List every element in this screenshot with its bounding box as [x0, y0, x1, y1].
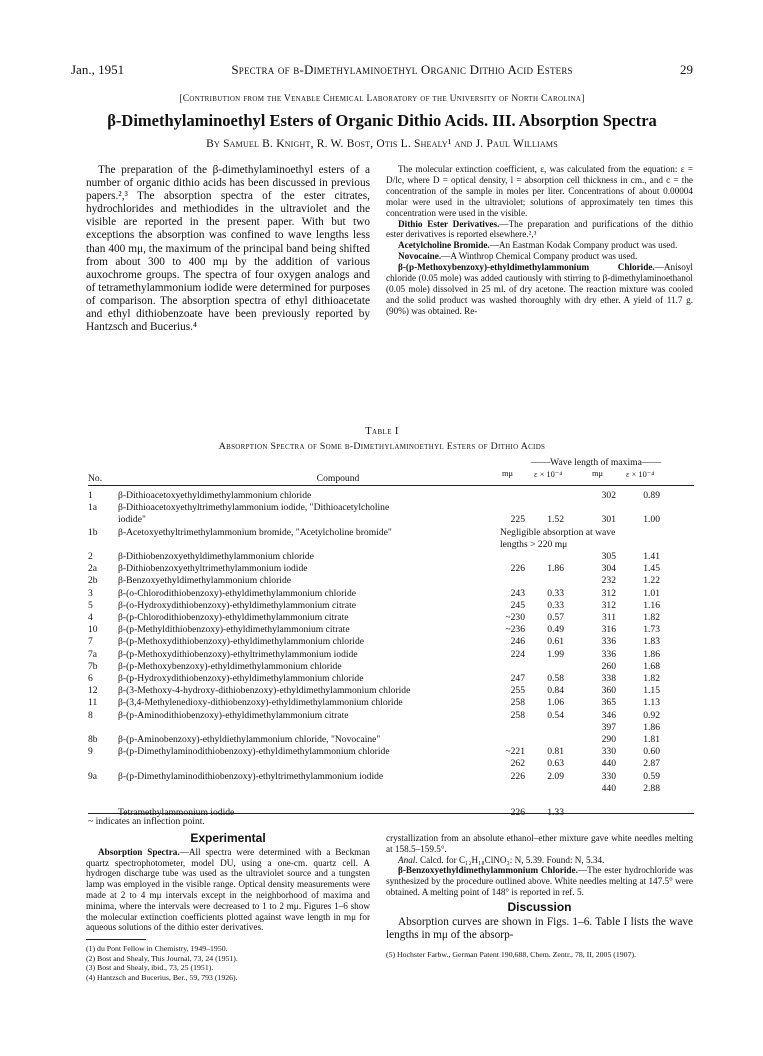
table-title: Absorption Spectra of Some β-Dimethylaminoethyl Esters of Dithio Acids — [218, 441, 546, 452]
wavelength-2: 304 — [601, 563, 616, 575]
footnote-3: (3) Bost and Shealy, ibid., 73, 25 (1951). — [86, 963, 214, 973]
extinction-2: 1.83 — [643, 636, 660, 648]
wavelength-2: 316 — [601, 624, 616, 636]
paragraph-body: —The ester hydrochloride was synthesized by the procedure outlined above. White needles melting at 147.5° were obtained. A melting point of 148° is reported in ref. 5. — [386, 865, 693, 897]
table-row — [88, 649, 694, 661]
extinction-2: 1.16 — [643, 599, 660, 611]
wavelength-1: 226 — [510, 807, 525, 819]
wavelength-2: 397 — [601, 721, 616, 733]
wavelength-2: 330 — [601, 746, 616, 758]
paper-title: β-Dimethylaminoethyl Esters of Organic Dithio Acids. III. Absorption Spectra — [107, 111, 657, 130]
table-row — [88, 734, 694, 746]
intro-column — [86, 164, 370, 334]
compound-name: β-(3,4-Methylenedioxy-dithiobenzoxy)-ethyldimethylammonium chloride — [118, 697, 403, 709]
paragraph-body: —All spectra were determined with a Beckman quartz spectrophotometer, model DU, using a one-cm. quartz cell. A hydrogen discharge tube was used as the ultraviolet source and a tungsten lamp was employed in the visible range. Optical density measurements were made at 2 to 4 mμ intervals except in the neighborhood of maxima and minima, where the intervals were decreased to 1 to 2 mμ. Figures 1–6 show the molecular extinction coefficients plotted against wave length in mμ for aqueous solutions of the dithio ester derivatives. — [86, 846, 370, 933]
dithio-ester-paragraph — [386, 219, 693, 241]
table-footnote: ~ indicates an inflection point. — [88, 816, 205, 827]
table-row — [88, 527, 694, 539]
wavelength-1: ~221 — [505, 746, 525, 758]
extinction-2: 1.82 — [643, 673, 660, 684]
analysis-heading: Anal. — [398, 854, 418, 865]
extinction-paragraph: The molecular extinction coefficient, ε, was calculated from the equation: ε = D/lc, where D = optical density, l = absorption cell thickness in cm., and c = the concentration of the sample in moles per liter. Concentrations of about 0.00004 molar were used in the ultraviolet; solutions of approximately ten times this concentration were used in the visible. — [386, 164, 693, 218]
extinction-2: 0.89 — [643, 490, 660, 501]
experimental-column — [86, 833, 370, 983]
table-row — [88, 588, 694, 600]
extinction-2: 0.60 — [643, 746, 660, 758]
intro-paragraph: The preparation of the β-dimethylaminoethyl esters of a number of organic dithio acids has been discussed in previous papers.²,³ The absorption spectra of the ester citrates, hydrochlorides and methiodides in the ultraviolet and the visible are reported in the present paper. With but two exceptions the absorption was confined to wave lengths less than 400 mμ, the maximum of the principal band being shifted from about 300 to 400 mμ by the addition of various auxochrome groups. The spectra of four oxygen analogs and of tetramethylammonium iodide were determined for purposes of comparison. The absorption spectra of ethyl dithioacetate and ethyl dithiobenzoate have been previously reported by Hantzsch and Bucerius.⁴ — [86, 164, 370, 334]
compound-name: β-Dithioacetoxyethyltrimethylammonium iodide, "Dithioacetylcholine — [118, 502, 390, 514]
wavelength-2: 302 — [601, 490, 616, 501]
extinction-1: 0.63 — [547, 758, 564, 770]
wavelength-1: 262 — [510, 758, 525, 770]
header-sub-mu-1: mμ — [502, 469, 514, 478]
footnote-5: (5) Hochster Farbw., German Patent 190,688, Chem. Zentr., 78, II, 2005 (1907). — [386, 949, 637, 959]
paragraph-heading: Acetylcholine Bromide. — [398, 240, 490, 251]
extinction-1: 1.33 — [547, 807, 564, 819]
extinction-1: 0.61 — [547, 636, 564, 648]
compound-name: β-(p-Methoxybenzoxy)-ethyldimethylammonium chloride — [118, 660, 342, 672]
compound-name: β-(p-Methoxydithiobenzoxy)-ethyltrimethylammonium iodide — [118, 648, 358, 660]
wavelength-2: 336 — [601, 636, 616, 648]
compound-name: β-(p-Aminodithiobenzoxy)-ethyldimethylammonium citrate — [118, 709, 349, 721]
wavelength-1: 246 — [510, 636, 525, 648]
extinction-2: 1.68 — [643, 660, 660, 672]
paragraph-heading: β-Benzoxyethyldimethylammonium Chloride. — [398, 865, 578, 876]
extinction-2: 1.86 — [643, 648, 660, 660]
table-row — [88, 710, 694, 722]
table-row — [88, 490, 694, 502]
paragraph-body: —The preparation and purifications of the dithio ester derivatives is reported elsewhere.²,³ — [386, 218, 693, 240]
header-compound: Compound — [316, 473, 360, 484]
compound-number: 1a — [88, 502, 98, 514]
compound-name: β-Dithiobenzoxyethyltrimethylammonium iodide — [118, 563, 308, 575]
compound-number: 2b — [88, 575, 98, 587]
table-row — [88, 502, 694, 514]
wavelength-1: 225 — [510, 514, 525, 526]
extinction-2: 1.22 — [643, 575, 660, 587]
footnote-4: (4) Hantzsch and Bucerius, Ber., 59, 793 (1926). — [86, 972, 238, 982]
wavelength-1: 224 — [510, 648, 525, 660]
header-sub-eps-1: ε × 10⁻⁴ — [534, 470, 563, 479]
compound-name: β-(p-Dimethylaminodithiobenzoxy)-ethyldimethylammonium chloride — [118, 746, 390, 758]
table-row — [88, 685, 694, 697]
paragraph-body: —Anisoyl chloride (0.05 mole) was added cautiously with stirring to β-dimethylaminoethanol (0.05 mole) dissolved in 25 ml. of dry acetone. The reaction mixture was cooled and the solid product was washed thoroughly with dry ether. A yield of 11.7 g. (90%) was obtained. Re- — [386, 262, 693, 316]
wavelength-2: 232 — [601, 575, 616, 587]
wavelength-1: ~230 — [505, 612, 525, 623]
absorption-note: Negligible absorption at wave — [500, 526, 616, 538]
extinction-1: 0.33 — [547, 599, 564, 611]
extinction-2: 1.82 — [643, 612, 660, 623]
table-row — [88, 539, 694, 551]
footnote-1: (1) du Pont Fellow in Chemistry, 1949–1950. — [86, 944, 228, 954]
compound-number: 7b — [88, 660, 98, 672]
compound-number: 10 — [88, 624, 98, 636]
table-row — [88, 783, 694, 795]
extinction-2: 1.13 — [643, 697, 660, 709]
compound-name: Tetramethylammonium iodide — [118, 807, 235, 819]
extinction-2: 1.00 — [643, 514, 660, 526]
extinction-1: 1.06 — [547, 697, 564, 709]
table-row — [88, 795, 694, 807]
table-row — [88, 673, 694, 685]
running-head — [71, 62, 693, 78]
compound-number: 1 — [88, 490, 93, 501]
paragraph-heading: Dithio Ester Derivatives. — [398, 218, 500, 229]
compound-number: 3 — [88, 587, 93, 599]
extinction-1: 0.84 — [547, 685, 564, 697]
extinction-1: 0.54 — [547, 709, 564, 721]
compound-number: 7a — [88, 648, 98, 660]
wavelength-1: 245 — [510, 599, 525, 611]
table-row — [88, 575, 694, 587]
table-row — [88, 551, 694, 563]
compound-name: β-(p-Dimethylaminodithiobenzoxy)-ethyltrimethylammonium iodide — [118, 770, 384, 782]
compound-number: 8 — [88, 709, 93, 721]
footnote-rule — [86, 939, 146, 940]
crystallization-paragraph: crystallization from an absolute ethanol–ether mixture gave white needles melting at 158.5–159.5°. — [386, 833, 693, 854]
compound-number: 12 — [88, 685, 98, 697]
absorption-spectra-paragraph — [86, 847, 370, 933]
compound-name: β-(p-Aminobenzoxy)-ethyldiethylammonium chloride, "Novocaine" — [118, 734, 381, 745]
wavelength-1: ~236 — [505, 624, 525, 636]
compound-number: 4 — [88, 612, 93, 623]
discussion-heading: Discussion — [507, 899, 572, 914]
compound-number: 9a — [88, 770, 98, 782]
header-sub-mu-2: mμ — [592, 469, 604, 478]
extinction-1: 1.99 — [547, 648, 564, 660]
page-number: 29 — [680, 62, 693, 77]
experimental-heading: Experimental — [190, 831, 266, 845]
extinction-1: 2.09 — [547, 770, 564, 782]
extinction-1: 0.81 — [547, 746, 564, 758]
compound-name: β-(o-Chlorodithiobenzoxy)-ethyldimethylammonium chloride — [118, 587, 357, 599]
compound-name: iodide" — [118, 514, 146, 526]
methods-column — [386, 164, 693, 317]
compound-name: β-(p-Chlorodithiobenzoxy)-ethyldimethylammonium citrate — [118, 612, 349, 623]
issue-date: Jan., 1951 — [71, 62, 125, 77]
wavelength-1: 258 — [510, 709, 525, 721]
wavelength-2: 301 — [601, 514, 616, 526]
compound-name: β-(p-Methoxydithiobenzoxy)-ethyldimethylammonium chloride — [118, 636, 365, 648]
extinction-2: 0.92 — [643, 709, 660, 721]
table-header — [88, 455, 694, 486]
table-row — [88, 514, 694, 526]
extinction-2: 1.81 — [643, 734, 660, 745]
table-row — [88, 722, 694, 734]
extinction-2: 1.01 — [643, 587, 660, 599]
table-row — [88, 758, 694, 770]
compound-name: β-(3-Methoxy-4-hydroxy-dithiobenzoxy)-ethyldimethylammonium chloride — [118, 685, 411, 697]
table-row — [88, 746, 694, 758]
author-line: By Samuel B. Knight, R. W. Bost, Otis L. Shealy¹ and J. Paul Williams — [206, 138, 558, 150]
header-wave-length: ——Wave length of maxima—— — [530, 457, 662, 468]
compound-name: β-(p-Methyldithiobenzoxy)-ethyldimethylammonium citrate — [118, 624, 350, 636]
wavelength-2: 440 — [601, 758, 616, 770]
paragraph-heading: β-(p-Methoxybenzoxy)-ethyldimethylammonium Chloride. — [398, 262, 655, 273]
table-row — [88, 636, 694, 648]
wavelength-2: 440 — [601, 782, 616, 794]
table-row — [88, 563, 694, 575]
compound-number: 11 — [88, 697, 98, 709]
wavelength-2: 336 — [601, 648, 616, 660]
paragraph-heading: Novocaine. — [398, 251, 442, 262]
absorption-note: lengths > 220 mμ — [500, 538, 568, 550]
discussion-paragraph: Absorption curves are shown in Figs. 1–6. Table I lists the wave lengths in mμ of the absorp- — [386, 915, 693, 941]
acetylcholine-paragraph — [386, 240, 693, 251]
extinction-1: 1.86 — [547, 563, 564, 575]
wavelength-2: 311 — [601, 612, 616, 623]
continuation-column — [386, 833, 693, 959]
wavelength-2: 312 — [601, 599, 616, 611]
extinction-1: 1.52 — [547, 514, 564, 526]
extinction-1: 0.49 — [547, 624, 564, 636]
wavelength-1: 258 — [510, 697, 525, 709]
compound-number: 8b — [88, 734, 98, 745]
extinction-2: 1.45 — [643, 563, 660, 575]
running-title: Spectra of β-Dimethylaminoethyl Organic Dithio Acid Esters — [231, 62, 573, 77]
extinction-1: 0.58 — [547, 673, 564, 684]
wavelength-1: 226 — [510, 563, 525, 575]
wavelength-2: 260 — [601, 660, 616, 672]
wavelength-2: 305 — [601, 551, 616, 562]
extinction-1: 0.57 — [547, 612, 564, 623]
table-row — [88, 697, 694, 709]
paragraph-heading: Absorption Spectra. — [98, 846, 180, 857]
extinction-2: 1.73 — [643, 624, 660, 636]
header-sub-eps-2: ε × 10⁻⁴ — [626, 470, 655, 479]
compound-name: β-Benzoxyethyldimethylammonium chloride — [118, 575, 292, 587]
table-row — [88, 600, 694, 612]
wavelength-2: 290 — [601, 734, 616, 745]
extinction-2: 1.15 — [643, 685, 660, 697]
wavelength-1: 255 — [510, 685, 525, 697]
compound-name: β-(p-Hydroxydithiobenzoxy)-ethyldimethylammonium chloride — [118, 673, 364, 684]
wavelength-2: 330 — [601, 770, 616, 782]
compound-number: 2 — [88, 551, 93, 562]
benzoxyethyl-paragraph — [386, 865, 693, 897]
analysis-paragraph — [386, 855, 693, 866]
extinction-2: 2.87 — [643, 758, 660, 770]
analysis-body: Calcd. for C₁₂H₁₈ClNO₃: N, 5.39. Found: N, 5.34. — [417, 854, 605, 865]
wavelength-1: 247 — [510, 673, 525, 684]
wavelength-2: 338 — [601, 673, 616, 684]
contribution-line: [Contribution from the Venable Chemical Laboratory of the University of North Carolina] — [179, 94, 585, 104]
extinction-1: 0.33 — [547, 587, 564, 599]
header-no: No. — [88, 473, 103, 484]
wavelength-2: 360 — [601, 685, 616, 697]
footnote-2: (2) Bost and Shealy, This Journal, 73, 24 (1951). — [86, 953, 238, 963]
wavelength-1: 226 — [510, 770, 525, 782]
table-row — [88, 771, 694, 783]
table-label: Table I — [365, 426, 399, 437]
extinction-2: 0.59 — [643, 770, 660, 782]
extinction-2: 1.41 — [643, 551, 660, 562]
novocaine-paragraph — [386, 251, 693, 262]
compound-name: β-Dithiobenzoxyethyldimethylammonium chloride — [118, 551, 314, 562]
table-bottom-rule — [88, 813, 694, 814]
compound-name: β-Acetoxyethyltrimethylammonium bromide, "Acetylcholine bromide" — [118, 526, 392, 538]
wavelength-2: 312 — [601, 587, 616, 599]
compound-number: 1b — [88, 526, 98, 538]
compound-name: β-(o-Hydroxydithiobenzoxy)-ethyldimethylammonium citrate — [118, 599, 357, 611]
compound-number: 6 — [88, 673, 93, 684]
table-row — [88, 612, 694, 624]
absorption-table — [88, 455, 694, 819]
compound-number: 7 — [88, 636, 93, 648]
table-row — [88, 624, 694, 636]
paragraph-body: —A Winthrop Chemical Company product was used. — [441, 251, 638, 262]
table-row — [88, 661, 694, 673]
compound-number: 2a — [88, 563, 98, 575]
paragraph-body: —An Eastman Kodak Company product was used. — [489, 240, 678, 251]
compound-number: 9 — [88, 746, 93, 758]
methoxybenzoxy-paragraph — [386, 262, 693, 317]
extinction-2: 1.86 — [643, 721, 660, 733]
wavelength-1: 243 — [510, 587, 525, 599]
extinction-2: 2.88 — [643, 782, 660, 794]
compound-name: β-Dithioacetoxyethyldimethylammonium chloride — [118, 490, 312, 501]
wavelength-2: 346 — [601, 709, 616, 721]
wavelength-2: 365 — [601, 697, 616, 709]
compound-number: 5 — [88, 599, 93, 611]
